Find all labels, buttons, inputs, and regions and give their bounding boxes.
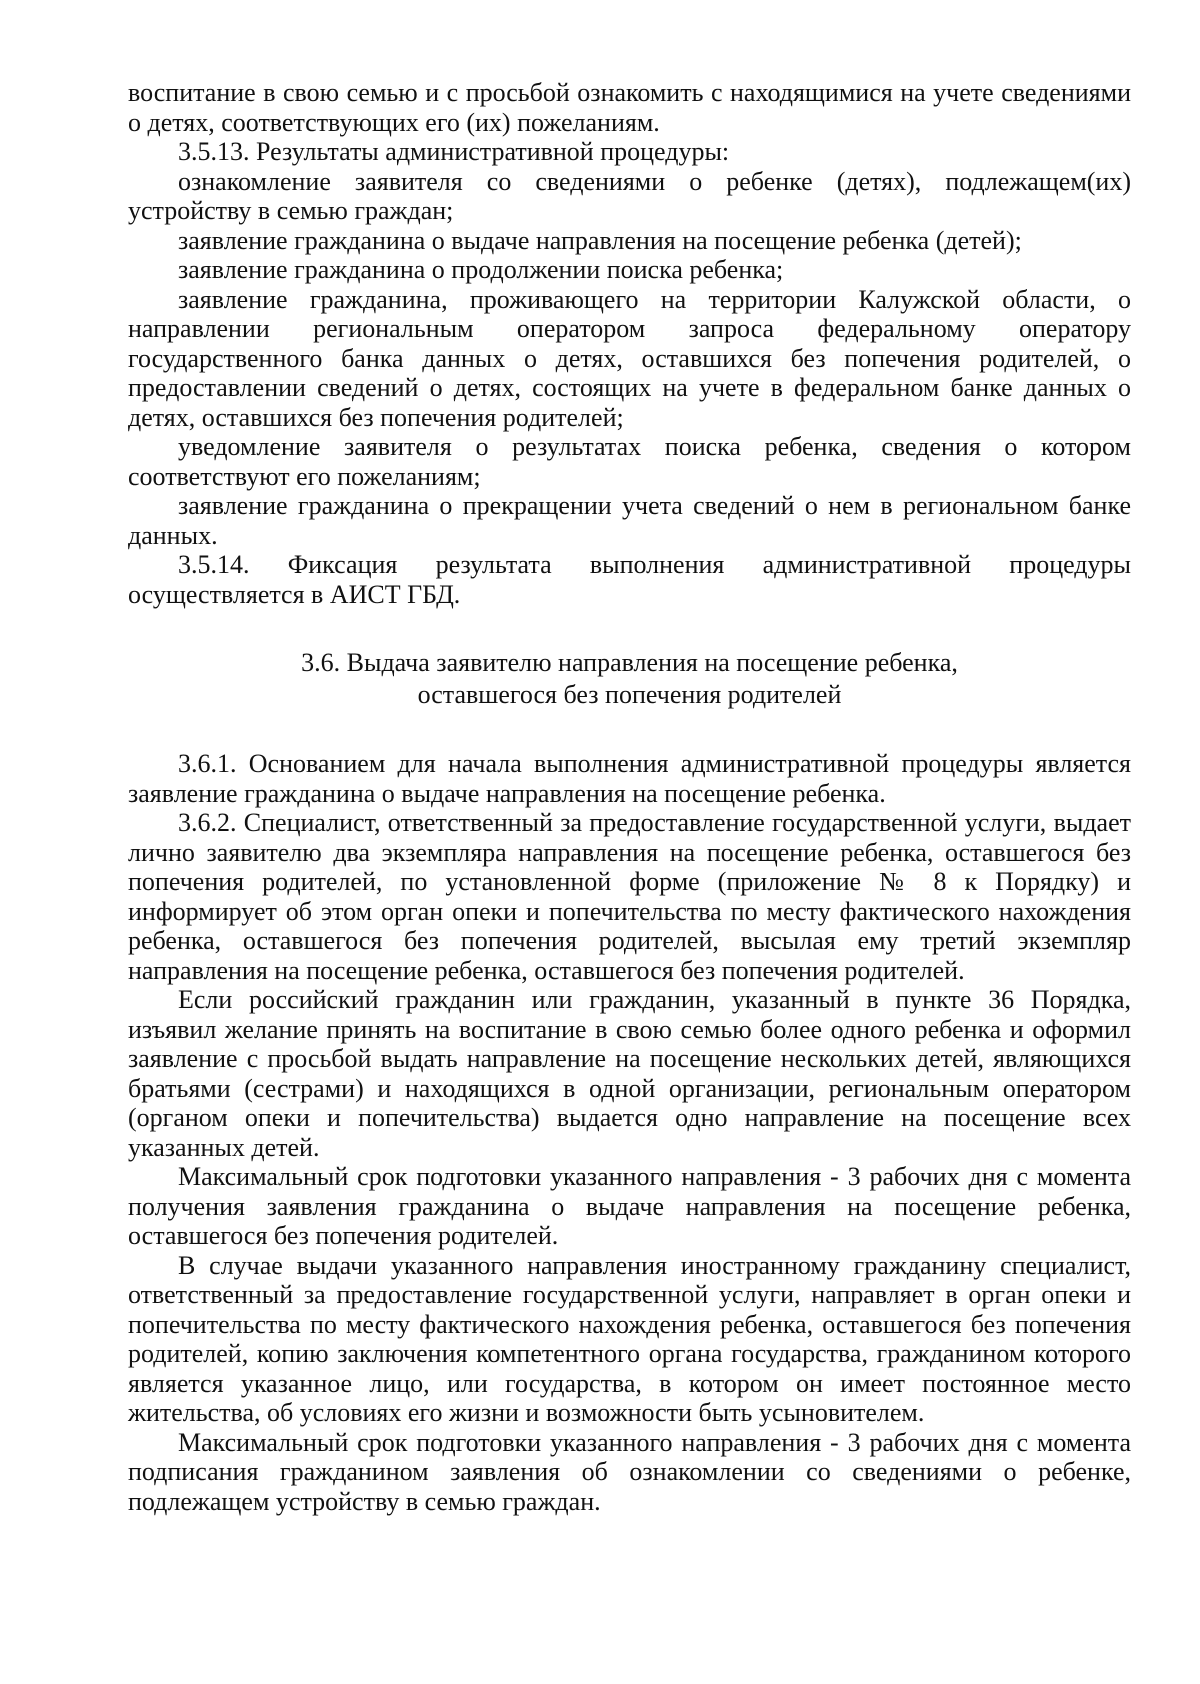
paragraph-result-continue-search: заявление гражданина о продолжении поиска ребенка;: [178, 255, 784, 284]
paragraph-3-5-14: 3.5.14. Фиксация результата выполнения административной процедуры осуществляется в АИСТ ГБД.: [128, 550, 1131, 609]
section-title-line-1: 3.6. Выдача заявителю направления на посещение ребенка,: [301, 648, 958, 677]
paragraph-3-6-1: 3.6.1. Основанием для начала выполнения административной процедуры является заявление гражданина о выдаче направления на посещение ребенка.: [128, 749, 1131, 808]
paragraph-max-term-1: Максимальный срок подготовки указанного направления - 3 рабочих дня с момента получения заявления гражданина о выдаче направления на посещение ребенка, оставшегося без попечения родителей.: [128, 1162, 1131, 1250]
document-body: [128, 78, 1131, 1516]
paragraph-multiple-children: Если российский гражданин или гражданин, указанный в пункте 36 Порядка, изъявил желание принять на воспитание в свою семью более одного ребенка и оформил заявление с просьбой выдать направление на посещение нескольких детей, являющихся братьями (сестрами) и находящихся в одной организации, региональным оператором (органом опеки и попечительства) выдается одно направление на посещение всех указанных детей.: [128, 985, 1131, 1162]
paragraph-result-notification: уведомление заявителя о результатах поиска ребенка, сведения о котором соответствуют его пожеланиям;: [128, 432, 1131, 491]
section-title: [128, 647, 1131, 711]
paragraph-3-5-13: 3.5.13. Результаты административной процедуры:: [178, 137, 730, 166]
paragraph-result-federal-request: заявление гражданина, проживающего на территории Калужской области, о направлении региональным оператором запроса федеральному оператору государственного банка данных о детях, оставшихся без попечения родителей, о предоставлении сведений о детях, состоящих на учете в федеральном банке данных о детях, оставшихся без попечения родителей;: [128, 284, 1131, 432]
section-title-line-2: оставшегося без попечения родителей: [417, 680, 842, 709]
paragraph-3-6-2: 3.6.2. Специалист, ответственный за предоставление государственной услуги, выдает лично заявителю два экземпляра направления на посещение ребенка, оставшегося без попечения родителей, по установленной форме (приложение № 8 к Порядку) и информирует об этом орган опеки и попечительства по месту фактического нахождения ребенка, оставшегося без попечения родителей, высылая ему третий экземпляр направления на посещение ребенка, оставшегося без попечения родителей.: [128, 808, 1131, 985]
paragraph-max-term-2: Максимальный срок подготовки указанного направления - 3 рабочих дня с момента подписания гражданином заявления об ознакомлении со сведениями о ребенке, подлежащем устройству в семью граждан.: [128, 1427, 1131, 1516]
paragraph-result-acquaintance: ознакомление заявителя со сведениями о ребенке (детях), подлежащем(их) устройству в семью граждан;: [128, 166, 1131, 225]
paragraph-foreign-citizen: В случае выдачи указанного направления иностранному гражданину специалист, ответственный за предоставление государственной услуги, направляет в орган опеки и попечительства по месту фактического нахождения ребенка, оставшегося без попечения родителей, копию заключения компетентного органа государства, гражданином которого является указанное лицо, или государства, в котором он имеет постоянное место жительства, об условиях его жизни и возможности быть усыновителем.: [128, 1250, 1131, 1427]
paragraph-continuation: воспитание в свою семью и с просьбой ознакомить с находящимися на учете сведениями о детях, соответствующих его (их) пожеланиям.: [128, 78, 1131, 137]
paragraph-result-termination: заявление гражданина о прекращении учета сведений о нем в региональном банке данных.: [128, 491, 1131, 550]
paragraph-result-visit-application: заявление гражданина о выдаче направления на посещение ребенка (детей);: [178, 225, 1022, 255]
